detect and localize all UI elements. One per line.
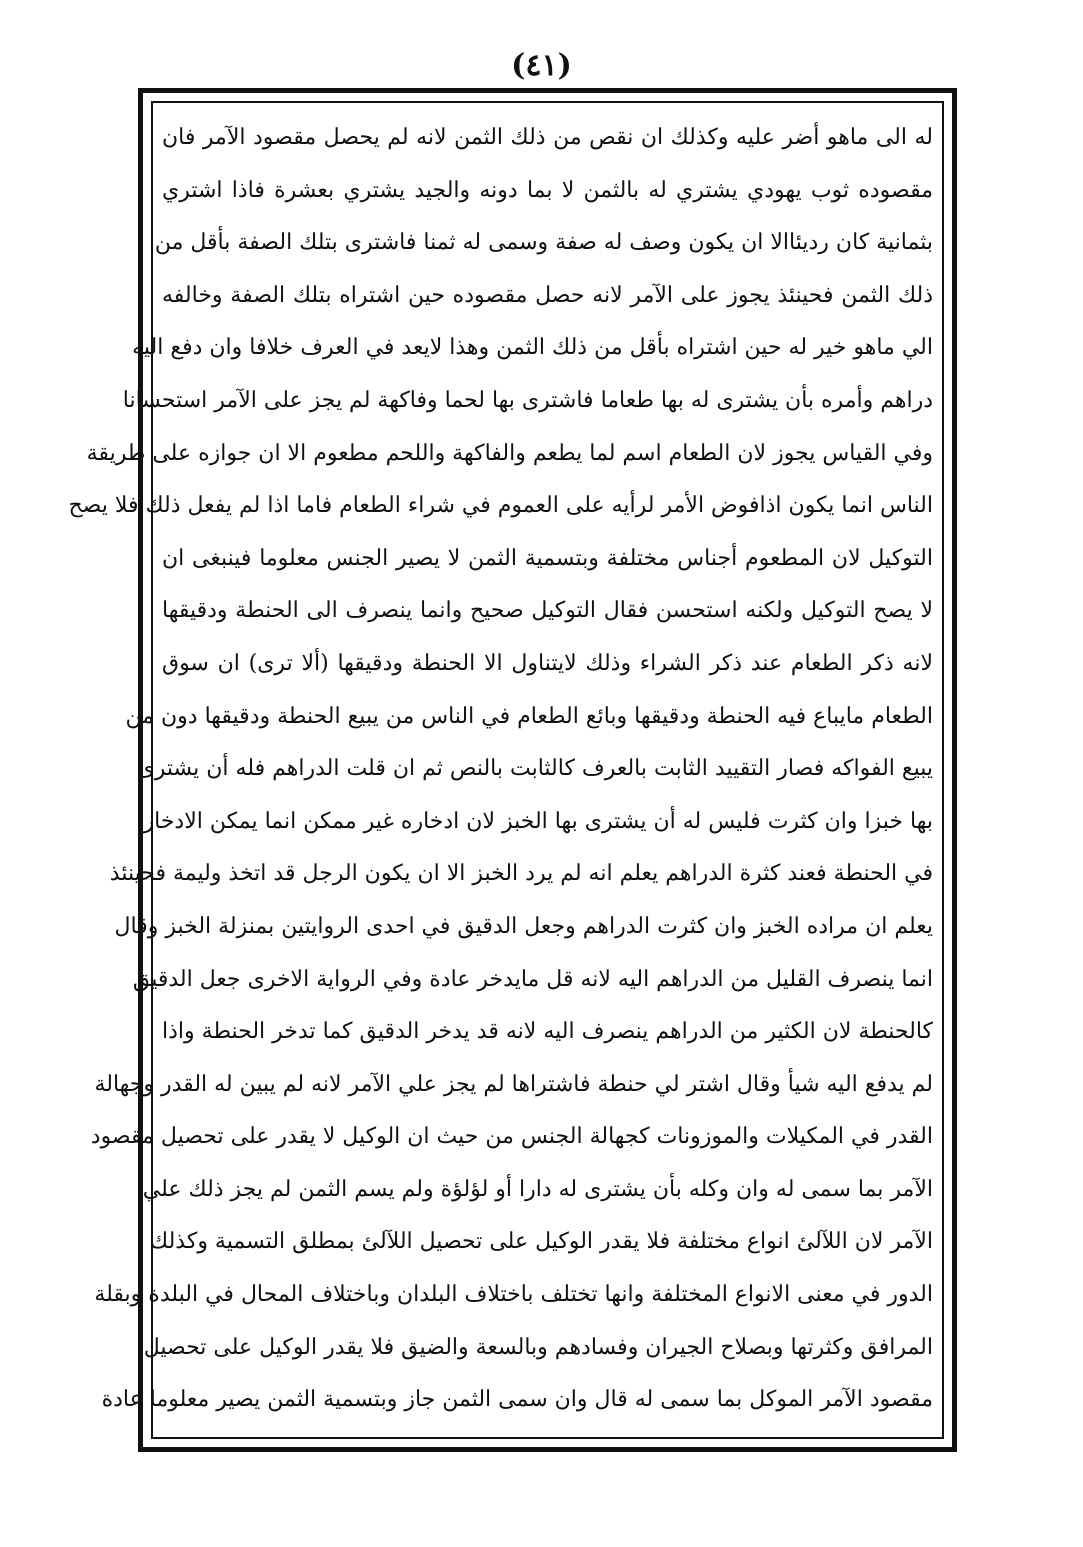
text-body [68, 112, 933, 1432]
text-line: بثمانية كان رديئاالا ان يكون وصف له صفة وسمى له ثمنا فاشترى بتلك الصفة بأقل من [154, 230, 933, 256]
text-line: المرافق وكثرتها وبصلاح الجيران وفسادهم وبالسعة والضيق فلا يقدر الوكيل على تحصيل [143, 1334, 933, 1360]
text-line: في الحنطة فعند كثرة الدراهم يعلم انه لم يرد الخبز الا ان يكون الرجل قد اتخذ وليمة فحينئذ [109, 861, 933, 887]
text-line: مقصود الآمر الموكل بما سمى له قال وان سمى الثمن جاز وبتسمية الثمن يصير معلوما عادة [101, 1387, 933, 1413]
text-line: وفي القياس يجوز لان الطعام اسم لما يطعم والفاكهة واللحم مطعوم الا ان جوازه على طريقة [86, 440, 933, 466]
text-line: الي ماهو خير له حين اشتراه بأقل من ذلك الثمن وهذا لايعد في العرف خلافا وان دفع اليه [132, 335, 933, 361]
text-line: مقصوده ثوب يهودي يشتري له بالثمن لا بما دونه والجيد يشتري بعشرة فاذا اشتري [162, 177, 933, 203]
text-line: بها خبزا وان كثرت فليس له أن يشترى بها الخبز لان ادخاره غير ممكن انما يمكن الادخار [143, 808, 933, 834]
text-line: الناس انما يكون اذافوض الأمر لرأيه على العموم في شراء الطعام فاما اذا لم يفعل ذلك فلا يصح [68, 493, 933, 519]
text-line: لانه ذكر الطعام عند ذكر الشراء وذلك لايتناول الا الحنطة ودقيقها (ألا ترى) ان سوق [162, 650, 933, 676]
text-line: الطعام مايباع فيه الحنطة ودقيقها وبائع الطعام في الناس من يبيع الحنطة ودقيقها دون من [125, 703, 933, 729]
text-line: دراهم وأمره بأن يشترى له بها طعاما فاشترى بها لحما وفاكهة لم يجز على الآمر استحسانا [122, 387, 933, 413]
text-line: ذلك الثمن فحينئذ يجوز على الآمر لانه حصل مقصوده حين اشتراه بتلك الصفة وخالفه [162, 282, 933, 308]
text-line: انما ينصرف القليل من الدراهم اليه لانه قل مايدخر عادة وفي الرواية الاخرى جعل الدقيق [132, 966, 933, 992]
text-line: يعلم ان مراده الخبز وان كثرت الدراهم وجعل الدقيق في احدى الروايتين بمنزلة الخبز وقال [114, 913, 933, 939]
page-number: (٤١) [511, 48, 572, 83]
text-line: كالحنطة لان الكثير من الدراهم ينصرف اليه لانه قد يدخر الدقيق كما تدخر الحنطة واذا [162, 1019, 933, 1045]
text-line: الآمر بما سمى له وان وكله بأن يشترى له دارا أو لؤلؤة ولم يسم الثمن لم يجز ذلك علي [142, 1176, 933, 1202]
text-line: الدور في معنى الانواع المختلفة وانها تختلف باختلاف البلدان وباختلاف المحال في البلدة وبقلة [94, 1282, 933, 1308]
text-line: الآمر لان اللآلئ انواع مختلفة فلا يقدر الوكيل على تحصيل اللآلئ بمطلق التسمية وكذلك [150, 1229, 933, 1255]
text-line: له الى ماهو أضر عليه وكذلك ان نقص من ذلك الثمن لانه لم يحصل مقصود الآمر فان [162, 125, 933, 150]
text-line: يبيع الفواكه فصار التقييد الثابت بالعرف كالثابت بالنص ثم ان قلت الدراهم فله أن يشترى [137, 756, 933, 782]
text-line: لا يصح التوكيل ولكنه استحسن فقال التوكيل صحيح وانما ينصرف الى الحنطة ودقيقها [162, 598, 933, 624]
text-line: التوكيل لان المطعوم أجناس مختلفة وبتسمية الثمن لا يصير الجنس معلوما فينبغى ان [162, 545, 933, 571]
text-line: القدر في المكيلات والموزونات كجهالة الجنس من حيث ان الوكيل لا يقدر على تحصيل مقصود [90, 1124, 933, 1150]
text-line: لم يدفع اليه شيأ وقال اشتر لي حنطة فاشتراها لم يجز علي الآمر لانه لم يبين له القدر وجهالة [94, 1071, 933, 1097]
